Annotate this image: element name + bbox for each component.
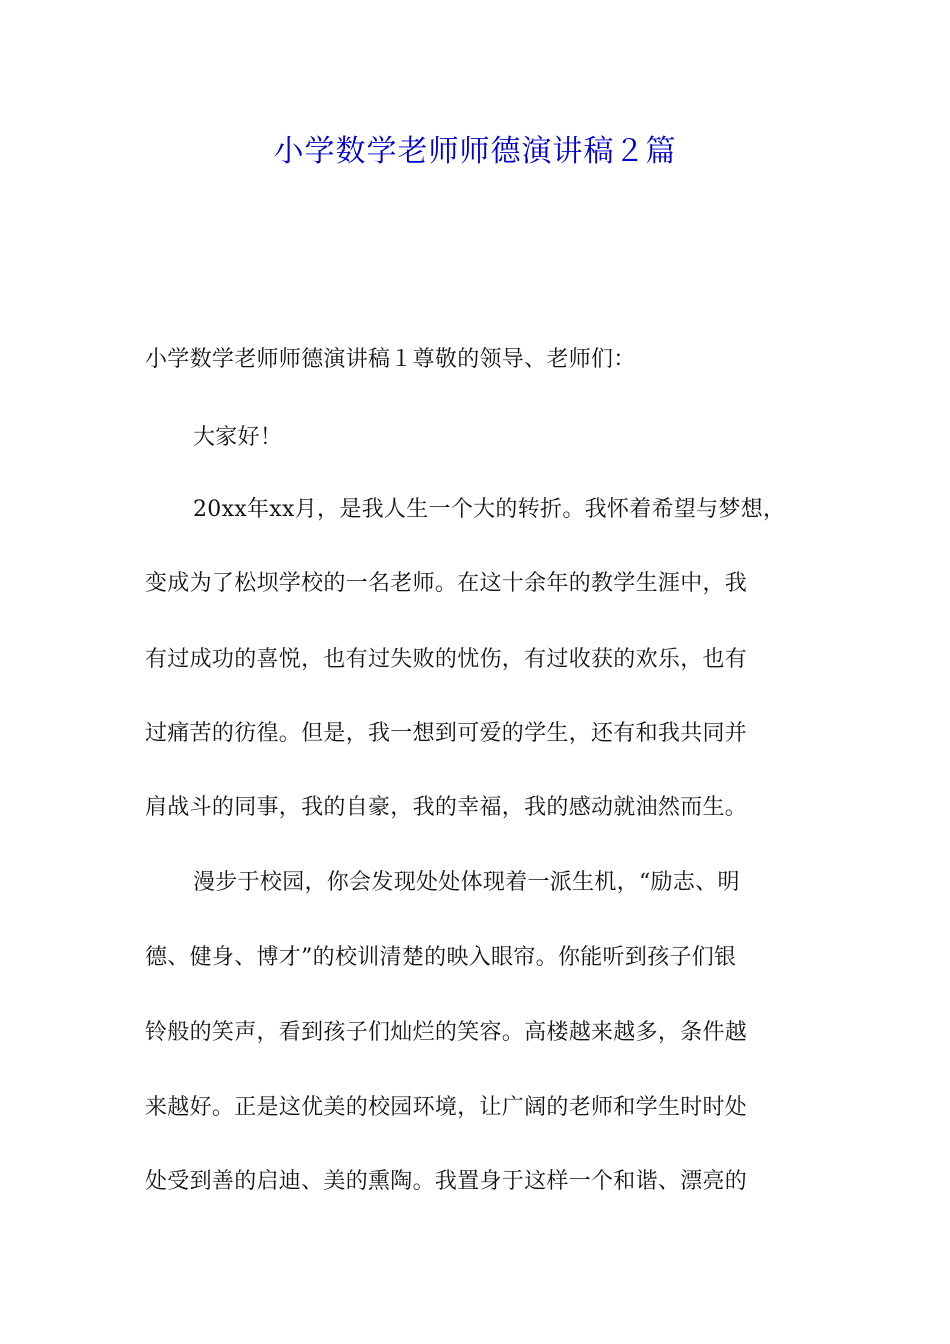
body-line: 漫步于校园，你会发现处处体现着一派生机，“励志、明: [193, 870, 740, 895]
body-line: 有过成功的喜悦，也有过失败的忧伤，有过收获的欢乐，也有: [145, 647, 748, 672]
body-line: 肩战斗的同事，我的自豪，我的幸福，我的感动就油然而生。: [145, 795, 748, 820]
body-line: 变成为了松坝学校的一名老师。在这十余年的教学生涯中，我: [145, 571, 748, 596]
body-line: 处受到善的启迪、美的熏陶。我置身于这样一个和谐、漂亮的: [145, 1169, 748, 1194]
body-line: 德、健身、博才”的校训清楚的映入眼帘。你能听到孩子们银: [145, 945, 737, 970]
document-title: 小学数学老师师德演讲稿２篇: [273, 134, 677, 169]
body-line: 大家好！: [193, 425, 283, 450]
body-line: 过痛苦的彷徨。但是，我一想到可爱的学生，还有和我共同并: [145, 721, 748, 746]
body-line: 铃般的笑声，看到孩子们灿烂的笑容。高楼越来越多，条件越: [145, 1020, 748, 1045]
body-line: 20xx年xx月，是我人生一个大的转折。我怀着希望与梦想，: [193, 497, 786, 522]
body-line: 来越好。正是这优美的校园环境，让广阔的老师和学生时时处: [145, 1095, 748, 1120]
body-line: 小学数学老师师德演讲稿１尊敬的领导、老师们：: [145, 347, 636, 372]
